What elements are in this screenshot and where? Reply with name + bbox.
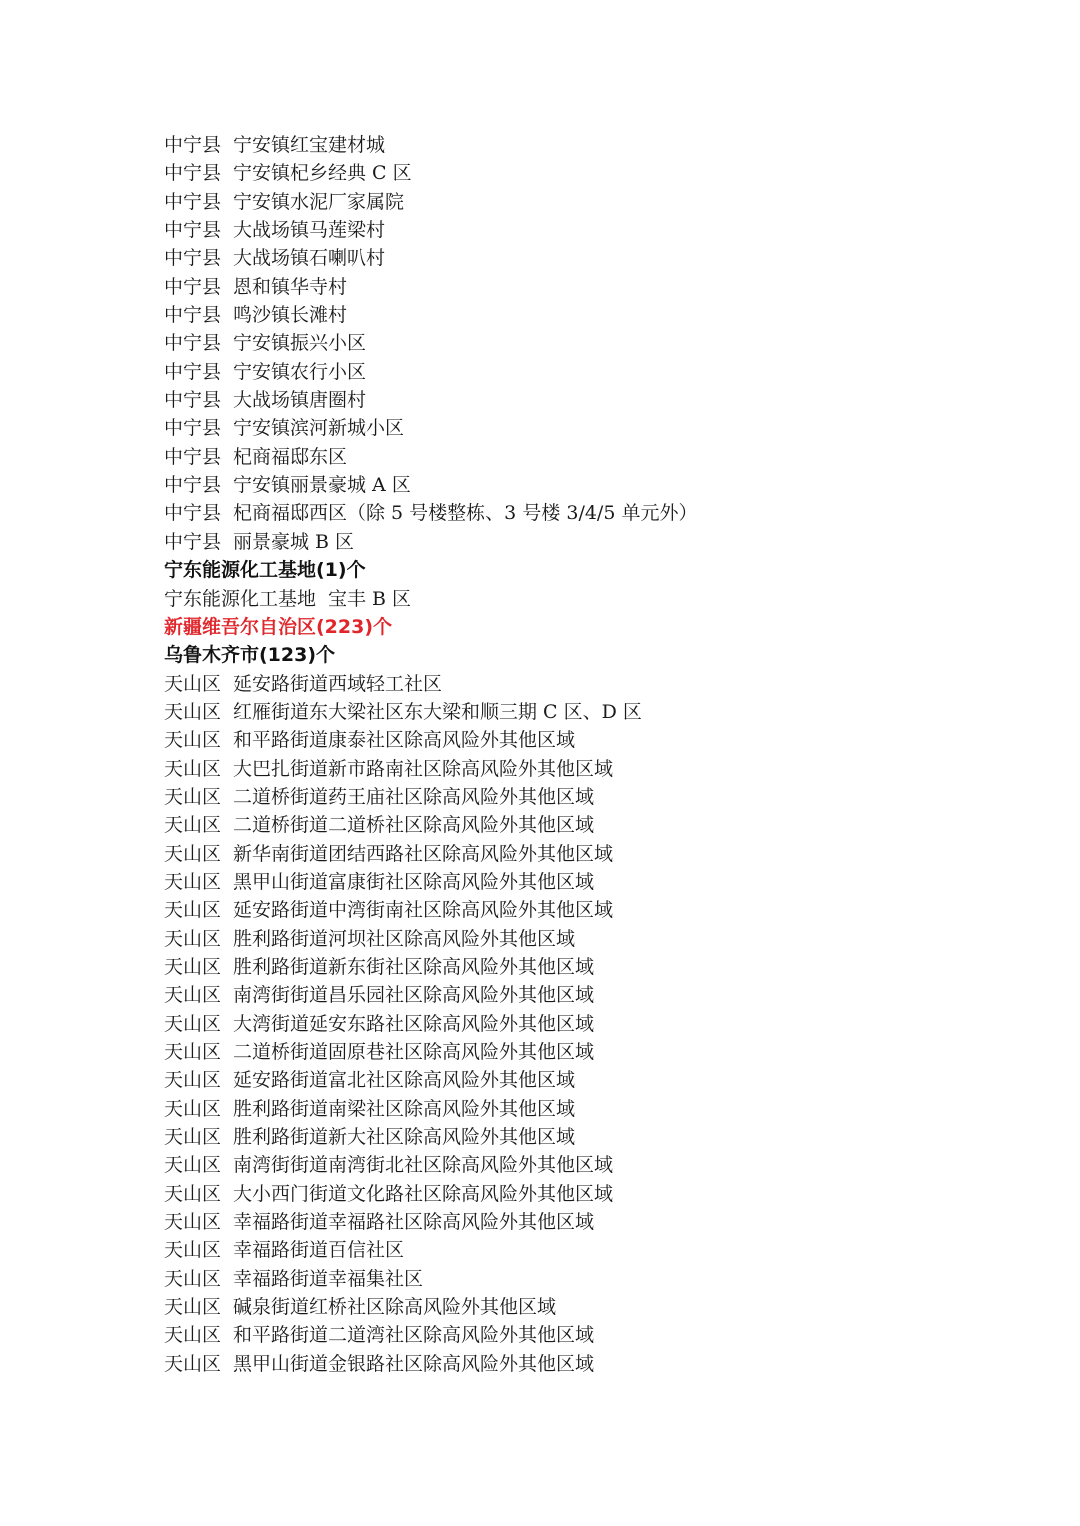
list-item bbox=[164, 1265, 1024, 1293]
place-name: 黑甲山街道富康街社区除高风险外其他区域 bbox=[233, 870, 595, 893]
county-name: 天山区 bbox=[164, 1182, 222, 1205]
list-item bbox=[164, 1180, 1024, 1208]
list-item bbox=[164, 528, 1024, 556]
county-name: 天山区 bbox=[164, 955, 222, 978]
place-name: 胜利路街道河坝社区除高风险外其他区域 bbox=[233, 927, 576, 950]
county-name: 中宁县 bbox=[164, 530, 222, 553]
place-name: 延安路街道中湾街南社区除高风险外其他区域 bbox=[233, 899, 614, 922]
list-item bbox=[164, 726, 1024, 754]
place-name: 杞商福邸西区（除 5 号楼整栋、3 号楼 3/4/5 单元外） bbox=[233, 502, 698, 525]
place-name: 胜利路街道南梁社区除高风险外其他区域 bbox=[233, 1097, 576, 1120]
county-name: 中宁县 bbox=[164, 134, 222, 156]
place-name: 二道桥街道固原巷社区除高风险外其他区域 bbox=[233, 1041, 595, 1063]
county-name: 天山区 bbox=[164, 1126, 222, 1149]
list-item bbox=[164, 301, 1024, 329]
place-name: 幸福路街道百信社区 bbox=[233, 1239, 405, 1262]
place-name: 宁安镇丽景豪城 A 区 bbox=[233, 474, 411, 497]
list-item bbox=[164, 159, 1024, 187]
list-item bbox=[164, 188, 1024, 216]
county-name: 中宁县 bbox=[164, 360, 222, 383]
county-name: 天山区 bbox=[164, 1352, 222, 1375]
list-item bbox=[164, 1321, 1024, 1349]
list-item bbox=[164, 840, 1024, 868]
place-name: 大战场镇石喇叭村 bbox=[233, 247, 386, 270]
list-item bbox=[164, 273, 1024, 301]
place-name: 南湾街街道昌乐园社区除高风险外其他区域 bbox=[233, 984, 595, 1007]
section-heading: 宁东能源化工基地(1)个 bbox=[164, 559, 366, 582]
list-item bbox=[164, 896, 1024, 924]
region-heading: 新疆维吾尔自治区(223)个 bbox=[164, 615, 393, 638]
county-name: 中宁县 bbox=[164, 332, 222, 355]
county-name: 天山区 bbox=[164, 785, 222, 808]
list-item bbox=[164, 585, 1024, 613]
place-name: 延安路街道富北社区除高风险外其他区域 bbox=[233, 1069, 576, 1092]
county-name: 天山区 bbox=[164, 1154, 222, 1177]
county-name: 天山区 bbox=[164, 672, 222, 695]
list-item bbox=[164, 925, 1024, 953]
place-name: 大湾街道延安东路社区除高风险外其他区域 bbox=[233, 1012, 595, 1035]
list-item bbox=[164, 329, 1024, 357]
county-name: 天山区 bbox=[164, 1267, 222, 1290]
list-item bbox=[164, 358, 1024, 386]
list-item bbox=[164, 953, 1024, 981]
county-name: 天山区 bbox=[164, 1012, 222, 1035]
place-name: 延安路街道西域轻工社区 bbox=[233, 672, 443, 695]
county-name: 中宁县 bbox=[164, 502, 222, 525]
county-name: 天山区 bbox=[164, 899, 222, 922]
list-item bbox=[164, 1350, 1024, 1378]
list-item bbox=[164, 698, 1024, 726]
county-name: 中宁县 bbox=[164, 275, 222, 298]
list-item bbox=[164, 1236, 1024, 1264]
list-item bbox=[164, 216, 1024, 244]
county-name: 天山区 bbox=[164, 984, 222, 1007]
county-name: 天山区 bbox=[164, 1324, 222, 1347]
place-name: 宁安镇杞乡经典 C 区 bbox=[233, 162, 412, 185]
place-name: 胜利路街道新大社区除高风险外其他区域 bbox=[233, 1126, 576, 1149]
list-item bbox=[164, 1066, 1024, 1094]
county-name: 天山区 bbox=[164, 1097, 222, 1120]
place-name: 大战场镇唐圈村 bbox=[233, 389, 367, 412]
list-item bbox=[164, 981, 1024, 1009]
area-list bbox=[164, 131, 1024, 1378]
list-item bbox=[164, 1208, 1024, 1236]
list-item bbox=[164, 1123, 1024, 1151]
list-item bbox=[164, 1095, 1024, 1123]
place-name: 二道桥街道二道桥社区除高风险外其他区域 bbox=[233, 814, 595, 837]
county-name: 天山区 bbox=[164, 870, 222, 893]
place-name: 二道桥街道药王庙社区除高风险外其他区域 bbox=[233, 785, 595, 808]
place-name: 宁安镇水泥厂家属院 bbox=[233, 190, 405, 213]
list-item bbox=[164, 1038, 1024, 1066]
list-item bbox=[164, 414, 1024, 442]
county-name: 中宁县 bbox=[164, 417, 222, 440]
place-name: 南湾街街道南湾街北社区除高风险外其他区域 bbox=[233, 1154, 614, 1177]
list-item bbox=[164, 783, 1024, 811]
county-name: 中宁县 bbox=[164, 190, 222, 213]
county-name: 宁东能源化工基地 bbox=[164, 587, 317, 610]
list-item bbox=[164, 131, 1024, 159]
county-name: 中宁县 bbox=[164, 389, 222, 412]
list-item bbox=[164, 499, 1024, 527]
place-name: 幸福路街道幸福集社区 bbox=[233, 1267, 424, 1290]
list-item bbox=[164, 811, 1024, 839]
county-name: 中宁县 bbox=[164, 162, 222, 185]
place-name: 大战场镇马莲梁村 bbox=[233, 219, 386, 242]
county-name: 中宁县 bbox=[164, 474, 222, 497]
place-name: 宁安镇红宝建材城 bbox=[233, 134, 386, 156]
place-name: 和平路街道康泰社区除高风险外其他区域 bbox=[233, 729, 576, 752]
place-name: 和平路街道二道湾社区除高风险外其他区域 bbox=[233, 1324, 595, 1347]
county-name: 中宁县 bbox=[164, 445, 222, 468]
county-name: 天山区 bbox=[164, 1041, 222, 1063]
county-name: 天山区 bbox=[164, 700, 222, 723]
county-name: 中宁县 bbox=[164, 247, 222, 270]
place-name: 大小西门街道文化路社区除高风险外其他区域 bbox=[233, 1182, 614, 1205]
place-name: 胜利路街道新东街社区除高风险外其他区域 bbox=[233, 955, 595, 978]
county-name: 天山区 bbox=[164, 814, 222, 837]
list-item bbox=[164, 755, 1024, 783]
list-item bbox=[164, 868, 1024, 896]
county-name: 中宁县 bbox=[164, 219, 222, 242]
list-item bbox=[164, 1293, 1024, 1321]
place-name: 宝丰 B 区 bbox=[328, 587, 412, 610]
place-name: 宁安镇滨河新城小区 bbox=[233, 417, 405, 440]
list-item bbox=[164, 1010, 1024, 1038]
list-item bbox=[164, 244, 1024, 272]
county-name: 天山区 bbox=[164, 927, 222, 950]
place-name: 丽景豪城 B 区 bbox=[233, 530, 355, 553]
place-name: 恩和镇华寺村 bbox=[233, 275, 348, 298]
section-heading: 乌鲁木齐市(123)个 bbox=[164, 644, 336, 667]
place-name: 黑甲山街道金银路社区除高风险外其他区域 bbox=[233, 1352, 595, 1375]
list-item bbox=[164, 670, 1024, 698]
list-item bbox=[164, 386, 1024, 414]
place-name: 大巴扎街道新市路南社区除高风险外其他区域 bbox=[233, 757, 614, 780]
place-name: 宁安镇振兴小区 bbox=[233, 332, 367, 355]
list-item bbox=[164, 443, 1024, 471]
county-name: 天山区 bbox=[164, 1069, 222, 1092]
county-name: 天山区 bbox=[164, 729, 222, 752]
list-item bbox=[164, 1151, 1024, 1179]
place-name: 红雁街道东大梁社区东大梁和顺三期 C 区、D 区 bbox=[233, 700, 642, 723]
county-name: 天山区 bbox=[164, 842, 222, 865]
county-name: 天山区 bbox=[164, 1239, 222, 1262]
place-name: 新华南街道团结西路社区除高风险外其他区域 bbox=[233, 842, 614, 865]
county-name: 天山区 bbox=[164, 1211, 222, 1234]
list-item bbox=[164, 471, 1024, 499]
place-name: 鸣沙镇长滩村 bbox=[233, 304, 348, 327]
place-name: 宁安镇农行小区 bbox=[233, 360, 367, 383]
county-name: 中宁县 bbox=[164, 304, 222, 327]
county-name: 天山区 bbox=[164, 757, 222, 780]
place-name: 幸福路街道幸福路社区除高风险外其他区域 bbox=[233, 1211, 595, 1234]
county-name: 天山区 bbox=[164, 1296, 222, 1319]
place-name: 碱泉街道红桥社区除高风险外其他区域 bbox=[233, 1296, 557, 1319]
place-name: 杞商福邸东区 bbox=[233, 445, 348, 468]
